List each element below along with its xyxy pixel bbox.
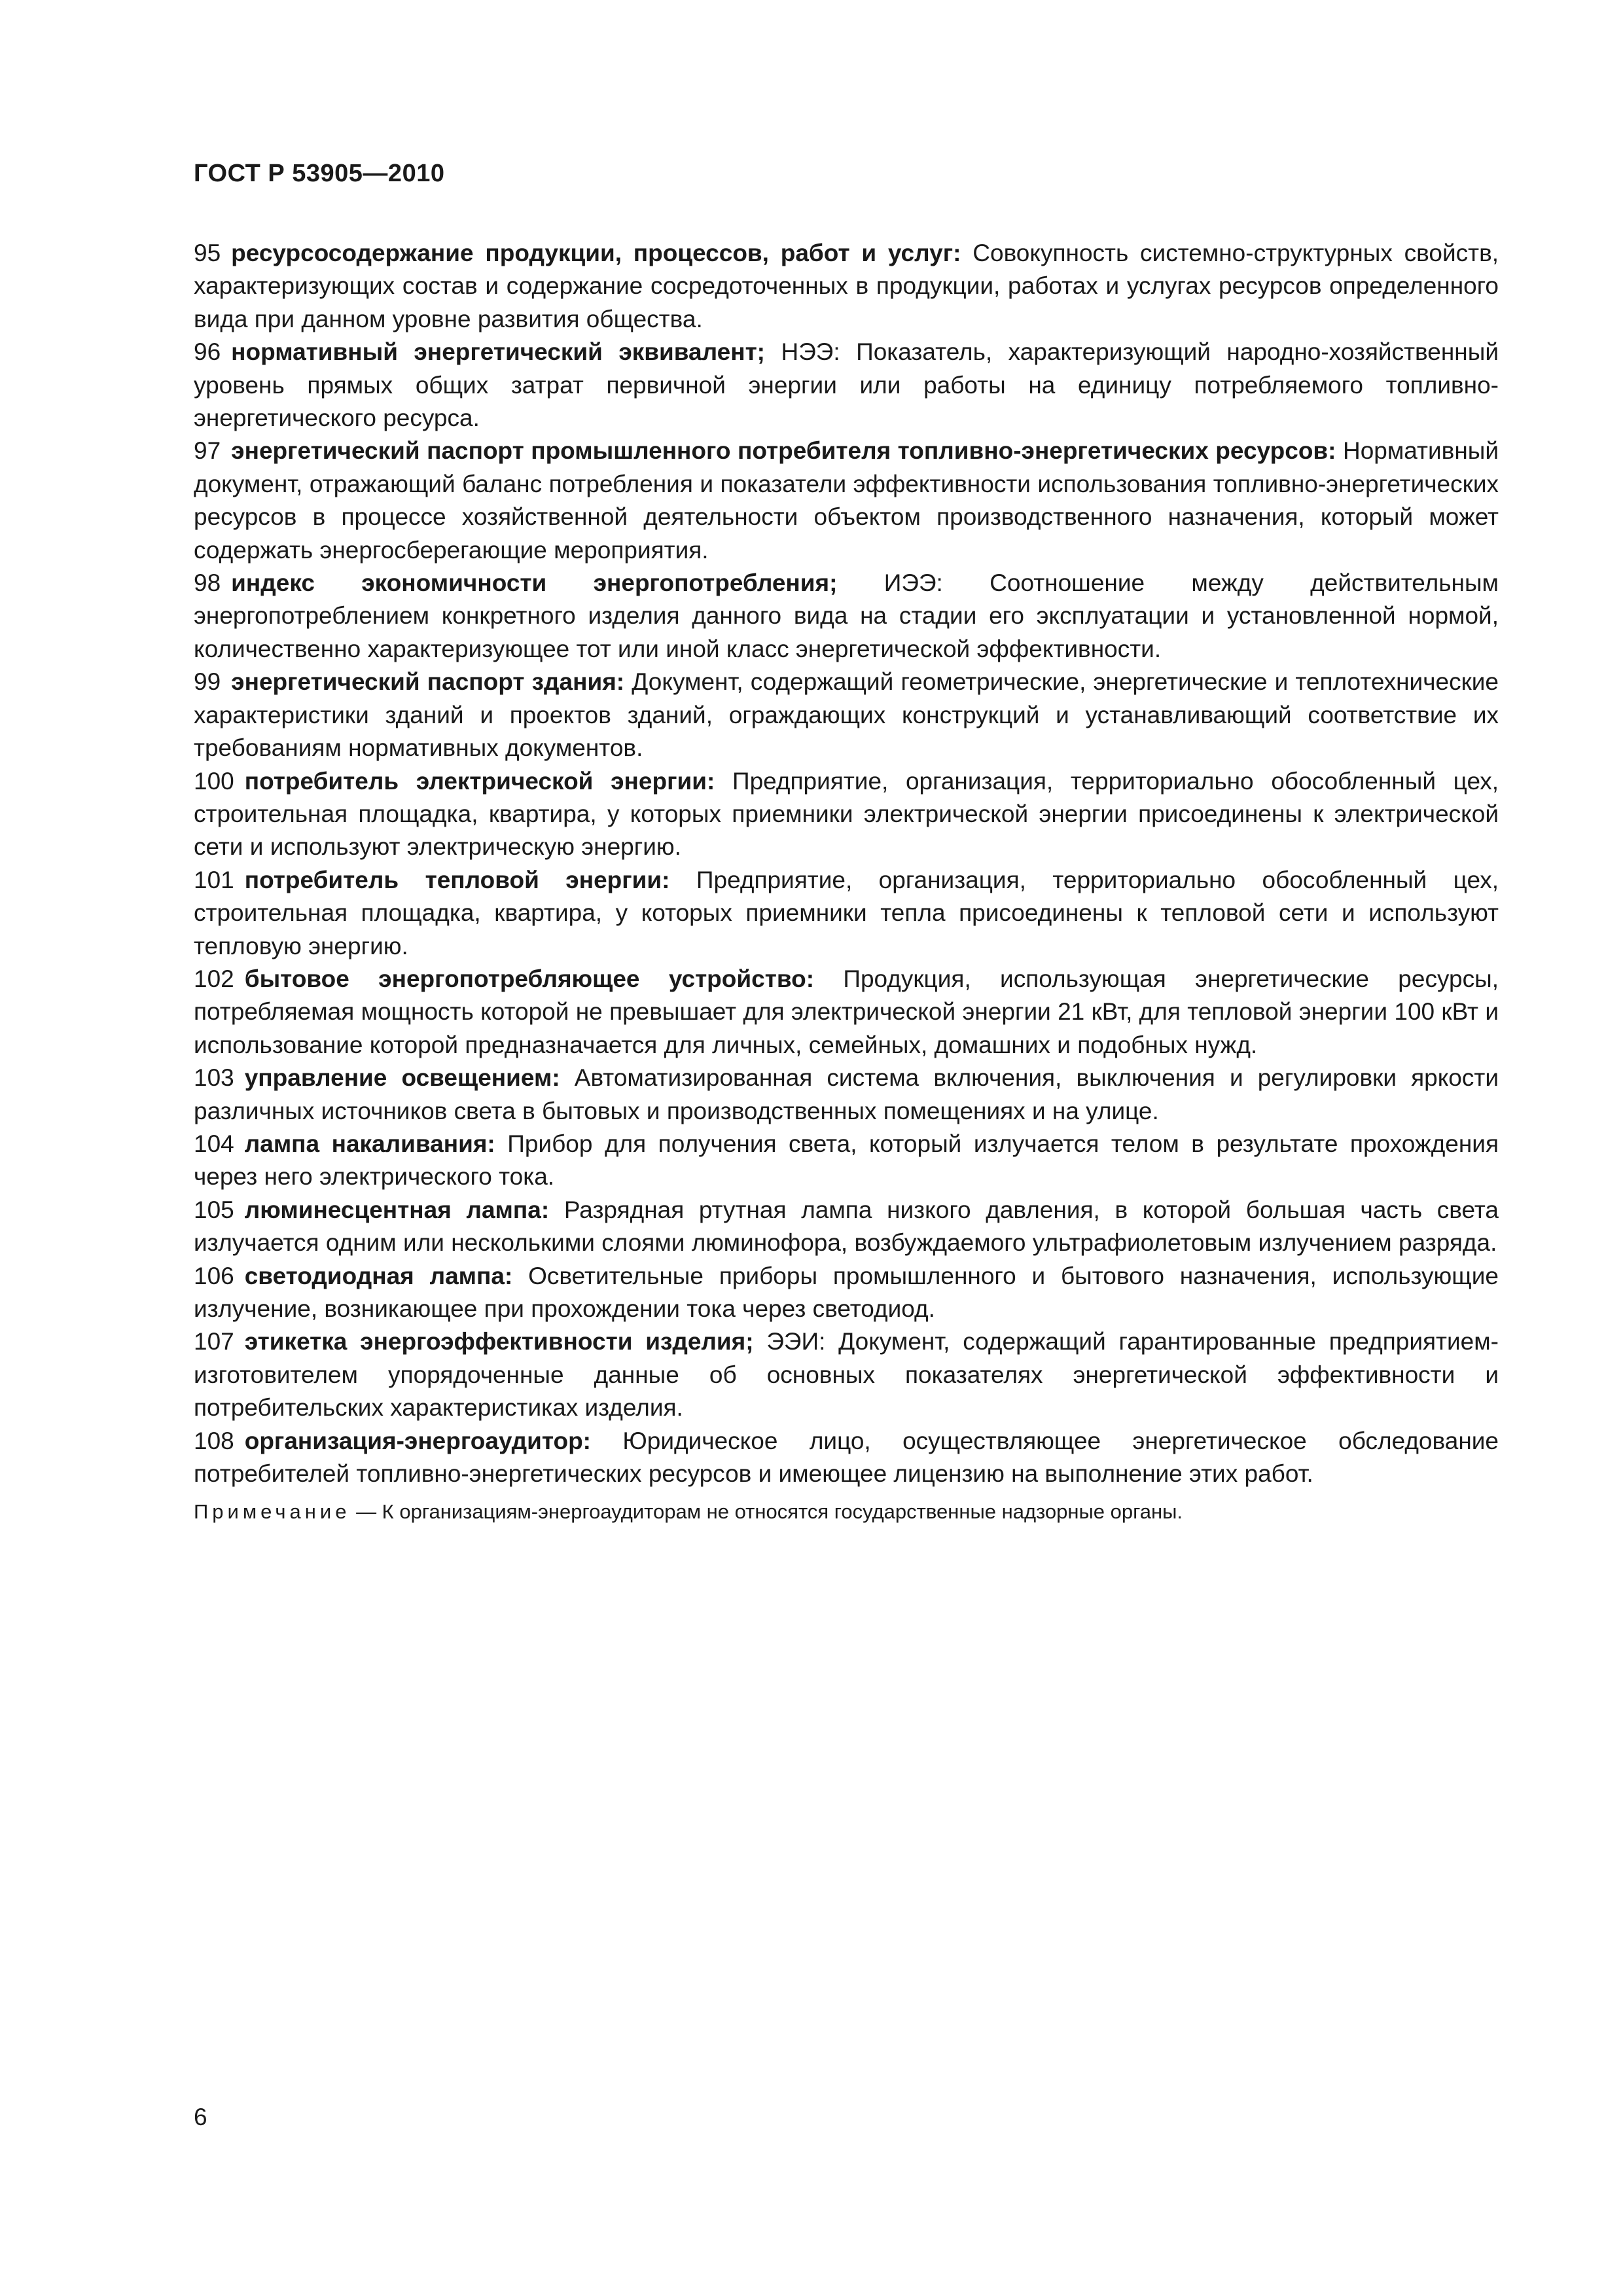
note-text: — К организациям-энергоаудиторам не относятся государственные надзорные органы.	[356, 1500, 1183, 1524]
term-title: нормативный энергетический эквивалент;	[231, 338, 766, 366]
term-entry-97	[194, 435, 1499, 567]
term-title: этикетка энергоэффективности изделия;	[244, 1328, 754, 1355]
term-number: 99	[194, 668, 221, 696]
term-entry-105	[194, 1194, 1499, 1260]
term-definition: Разрядная ртутная лампа низкого давления, в которой большая часть света излучается одним или несколькими слоями люминофора, возбуждаемого ультрафиолетовым излучением разряда.	[194, 1196, 1499, 1257]
term-entry-108	[194, 1425, 1499, 1491]
term-definition: Нормативный документ, отражающий баланс потребления и показатели эффективности использования топливно-энергетических ресурсов в процессе хозяйственной деятельности объектом производственного назначения, который может содержать энергосберегающие мероприятия.	[194, 437, 1499, 564]
term-definition: Осветительные приборы промышленного и бытового назначения, использующие излучение, возникающее при прохождении тока через светодиод.	[194, 1262, 1499, 1322]
term-number: 102	[194, 965, 234, 992]
term-definition: НЭЭ: Показатель, характеризующий народно-хозяйственный уровень прямых общих затрат первичной энергии или работы на единицу потребляемого топливно-энергетического ресурса.	[194, 338, 1499, 432]
term-number: 107	[194, 1328, 234, 1355]
note	[194, 1498, 1499, 1526]
term-definition: ЭЭИ: Документ, содержащий гарантированные предприятием-изготовителем упорядоченные данные об основных показателях энергетической эффективности и потребительских характеристиках изделия.	[194, 1328, 1499, 1422]
page-number: 6	[194, 2104, 207, 2130]
term-title: потребитель электрической энергии:	[244, 767, 715, 795]
term-number: 100	[194, 767, 234, 795]
term-title: энергетический паспорт здания:	[231, 668, 625, 696]
term-entry-96	[194, 336, 1499, 435]
term-title: светодиодная лампа:	[244, 1262, 513, 1289]
term-number: 97	[194, 437, 221, 465]
term-title: ресурсосодержание продукции, процессов, работ и услуг:	[231, 240, 961, 266]
term-title: бытовое энергопотребляющее устройство:	[244, 965, 815, 992]
term-title: потребитель тепловой энергии:	[244, 866, 670, 893]
term-entry-102	[194, 963, 1499, 1062]
term-entry-98	[194, 567, 1499, 666]
term-number: 101	[194, 866, 234, 893]
term-definition: Предприятие, организация, территориально обособленный цех, строительная площадка, квартира, у которых приемники электрической энергии присоединены к электрической сети и используют электрическую энергию.	[194, 767, 1499, 861]
term-entry-100	[194, 765, 1499, 864]
term-entry-107	[194, 1325, 1499, 1424]
term-definition: ИЭЭ: Соотношение между действительным энергопотреблением конкретного изделия данного вида на стадии его эксплуатации и установленной нормой, количественно характеризующее тот или иной класс энергетической эффективности.	[194, 569, 1499, 662]
term-definition: Документ, содержащий геометрические, энергетические и теплотехнические характеристики зданий и проектов зданий, ограждающих конструкций и устанавливающий соответствие их требованиям нормативных документов.	[194, 668, 1499, 762]
document-code-header: ГОСТ Р 53905—2010	[194, 160, 445, 187]
term-definition: Юридическое лицо, осуществляющее энергетическое обследование потребителей топливно-энергетических ресурсов и имеющее лицензию на выполнение этих работ.	[194, 1427, 1499, 1488]
term-entry-95	[194, 237, 1499, 336]
term-number: 104	[194, 1130, 234, 1157]
term-number: 96	[194, 338, 221, 366]
term-definition: Продукция, использующая энергетические ресурсы, потребляемая мощность которой не превышает для электрической энергии 21 кВт, для тепловой энергии 100 кВт и использование которой предназначается для личных, семейных, домашних и подобных нужд.	[194, 965, 1499, 1058]
term-definition: Предприятие, организация, территориально обособленный цех, строительная площадка, квартира, у которых приемники тепла присоединены к тепловой сети и используют тепловую энергию.	[194, 866, 1499, 960]
term-definition: Автоматизированная система включения, выключения и регулировки яркости различных источников света в бытовых и производственных помещениях и на улице.	[194, 1064, 1499, 1124]
term-title: люминесцентная лампа:	[244, 1196, 550, 1223]
term-title: индекс экономичности энергопотребления;	[231, 569, 838, 597]
term-number: 103	[194, 1064, 234, 1092]
term-number: 95	[194, 240, 221, 266]
term-title: энергетический паспорт промышленного потребителя топливно-энергетических ресурсов:	[231, 437, 1336, 465]
term-title: лампа накаливания:	[244, 1130, 495, 1157]
term-definition: Прибор для получения света, который излучается телом в результате прохождения через него электрического тока.	[194, 1130, 1499, 1191]
term-definition: Совокупность системно-структурных свойств, характеризующих состав и содержание сосредоточенных в продукции, работах и услугах ресурсов определенного вида при данном уровне развития общества.	[194, 240, 1499, 332]
term-title: организация-энергоаудитор:	[244, 1427, 592, 1454]
terms-list	[194, 237, 1499, 1526]
term-entry-99	[194, 666, 1499, 764]
term-title: управление освещением:	[244, 1064, 560, 1092]
term-entry-101	[194, 864, 1499, 963]
term-number: 106	[194, 1262, 234, 1289]
term-number: 105	[194, 1196, 234, 1223]
term-number: 108	[194, 1427, 234, 1454]
term-entry-106	[194, 1260, 1499, 1326]
term-number: 98	[194, 569, 221, 597]
term-entry-103	[194, 1062, 1499, 1128]
term-entry-104	[194, 1128, 1499, 1194]
note-label: Примечание	[194, 1500, 351, 1524]
